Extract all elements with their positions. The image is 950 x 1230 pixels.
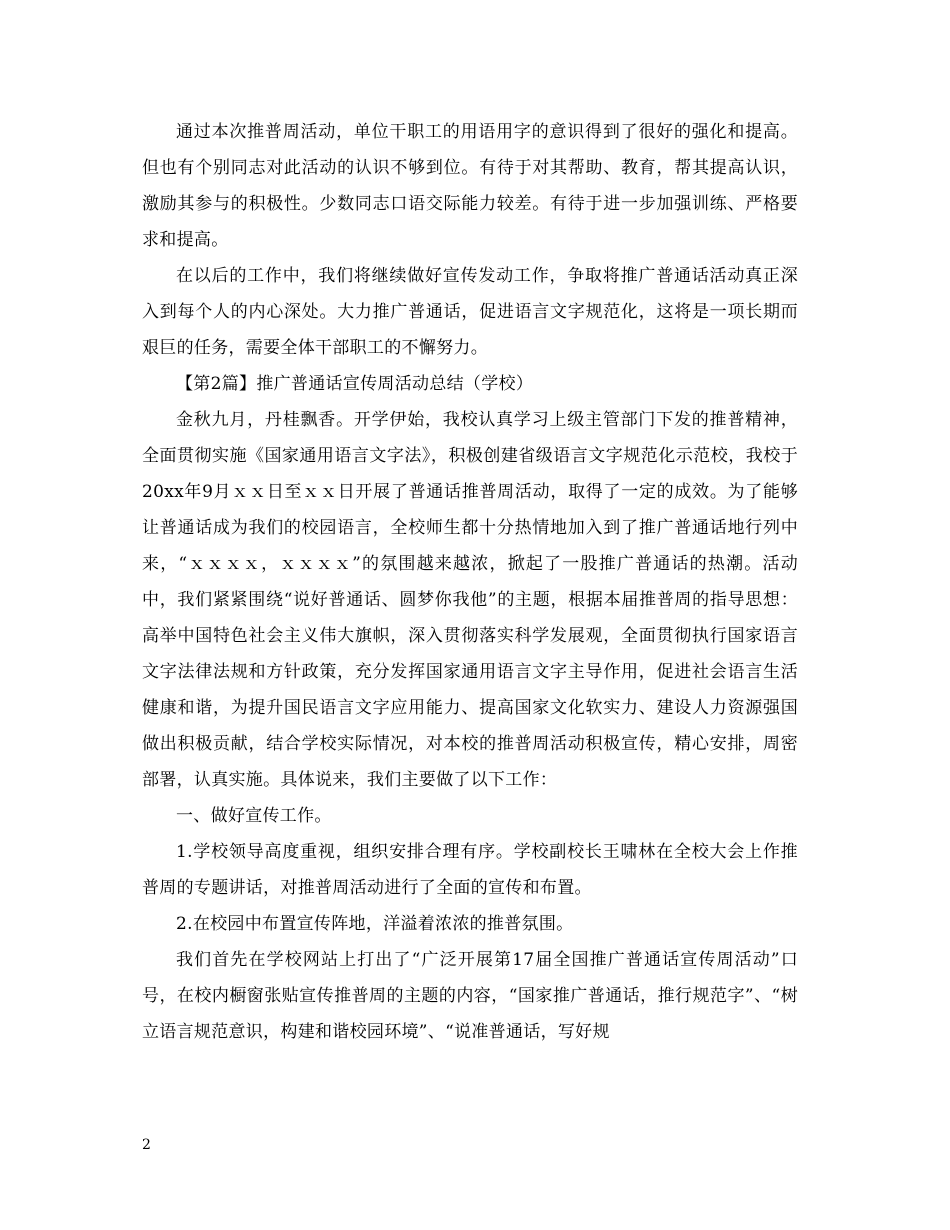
- document-body: [142, 114, 798, 1050]
- paragraph-school-intro: 金秋九月，丹桂飘香。开学伊始，我校认真学习上级主管部门下发的推普精神，全面贯彻实施《国家通用语言文字法》，积极创建省级语言文字规范化示范校，我校于20xx年9月ｘｘ日至ｘｘ日开展了普通话推普周活动，取得了一定的成效。为了能够让普通话成为我们的校园语言，全校师生都十分热情地加入到了推广普通话地行列中来，“ｘｘｘｘ，ｘｘｘｘ”的氛围越来越浓，掀起了一股推广普通话的热潮。活动中，我们紧紧围绕“说好普通话、圆梦你我他”的主题，根据本届推普周的指导思想：高举中国特色社会主义伟大旗帜，深入贯彻落实科学发展观，全面贯彻执行国家语言文字法律法规和方针政策，充分发挥国家通用语言文字主导作用，促进社会语言生活健康和谐，为提升国民语言文字应用能力、提高国家文化软实力、建设人力资源强国做出积极贡献，结合学校实际情况，对本校的推普周活动积极宣传，精心安排，周密部署，认真实施。具体说来，我们主要做了以下工作：: [142, 410, 798, 790]
- section-heading-part-2: 【第2篇】推广普通话宣传周活动总结（学校）: [176, 374, 534, 394]
- paragraph-summary-conclusion: 通过本次推普周活动，单位干职工的用语用字的意识得到了很好的强化和提高。但也有个别同志对此活动的认识不够到位。有待于对其帮助、教育，帮其提高认识，激励其参与的积极性。少数同志口语交际能力较差。有待于进一步加强训练、严格要求和提高。: [142, 122, 798, 250]
- paragraph-website-slogans: 我们首先在学校网站上打出了“广泛开展第17届全国推广普通话宣传周活动”口号，在校内橱窗张贴宣传推普周的主题的内容，“国家推广普通话，推行规范字”、“树立语言规范意识，构建和谐校园环境”、“说准普通话，写好规: [142, 950, 798, 1042]
- subheading-publicity-work: 一、做好宣传工作。: [176, 806, 332, 826]
- list-item-campus-publicity: 2.在校园中布置宣传阵地，洋溢着浓浓的推普氛围。: [176, 914, 574, 934]
- paragraph-future-work: 在以后的工作中，我们将继续做好宣传发动工作，争取将推广普通话活动真正深入到每个人的内心深处。大力推广普通话，促进语言文字规范化，这将是一项长期而艰巨的任务，需要全体干部职工的不懈努力。: [142, 266, 798, 358]
- page-number: 2: [142, 1137, 151, 1153]
- list-item-leadership: 1.学校领导高度重视，组织安排合理有序。学校副校长王啸林在全校大会上作推普周的专题讲话，对推普周活动进行了全面的宣传和布置。: [142, 842, 798, 898]
